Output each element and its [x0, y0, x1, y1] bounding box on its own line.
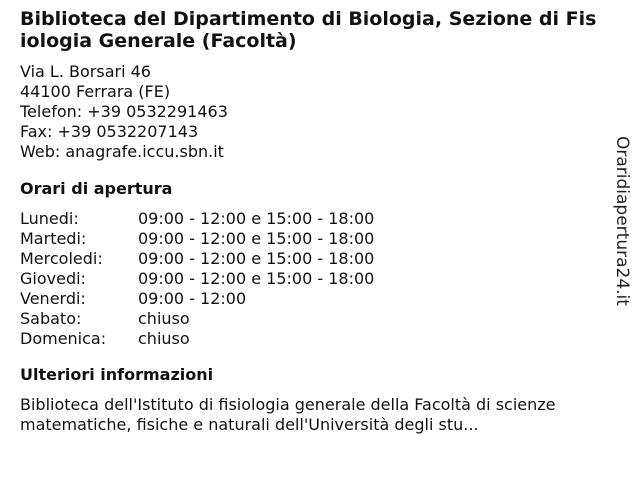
opening-hours-heading: Orari di apertura — [20, 179, 173, 198]
further-info-heading: Ulteriori informazioni — [20, 365, 214, 384]
day-hours: 09:00 - 12:00 — [138, 289, 247, 308]
address-block — [20, 62, 620, 162]
day-hours: chiuso — [138, 309, 190, 328]
day-hours: 09:00 - 12:00 e 15:00 - 18:00 — [138, 269, 375, 288]
day-hours: 09:00 - 12:00 e 15:00 - 18:00 — [138, 249, 375, 268]
street-address: Via L. Borsari 46 — [20, 62, 151, 81]
hours-row-thursday — [20, 269, 620, 289]
hours-row-monday — [20, 209, 620, 229]
hours-row-friday — [20, 289, 620, 309]
phone-number: Telefon: +39 0532291463 — [20, 102, 228, 121]
opening-hours-table — [20, 209, 620, 349]
hours-row-wednesday — [20, 249, 620, 269]
day-label: Venerdi: — [20, 289, 86, 308]
hours-row-saturday — [20, 309, 620, 329]
day-label: Domenica: — [20, 329, 107, 348]
day-label: Sabato: — [20, 309, 82, 328]
website: Web: anagrafe.iccu.sbn.it — [20, 142, 224, 161]
site-watermark: Oraridiapertura24.it — [612, 136, 632, 306]
day-hours: 09:00 - 12:00 e 15:00 - 18:00 — [138, 209, 375, 228]
day-hours: 09:00 - 12:00 e 15:00 - 18:00 — [138, 229, 375, 248]
library-title: Biblioteca del Dipartimento di Biologia, Sezione di Fisiologia Generale (Facoltà) — [20, 8, 597, 52]
fax-number: Fax: +39 0532207143 — [20, 122, 199, 141]
further-info-text: Biblioteca dell'Istituto di fisiologia generale della Facoltà di scienze matematiche, fisiche e naturali dell'Università degli stu... — [20, 395, 556, 434]
city-address: 44100 Ferrara (FE) — [20, 82, 171, 101]
hours-row-tuesday — [20, 229, 620, 249]
day-hours: chiuso — [138, 329, 190, 348]
day-label: Giovedi: — [20, 269, 86, 288]
library-card — [20, 8, 620, 435]
hours-row-sunday — [20, 329, 620, 349]
day-label: Martedi: — [20, 229, 87, 248]
day-label: Lunedi: — [20, 209, 79, 228]
day-label: Mercoledi: — [20, 249, 103, 268]
